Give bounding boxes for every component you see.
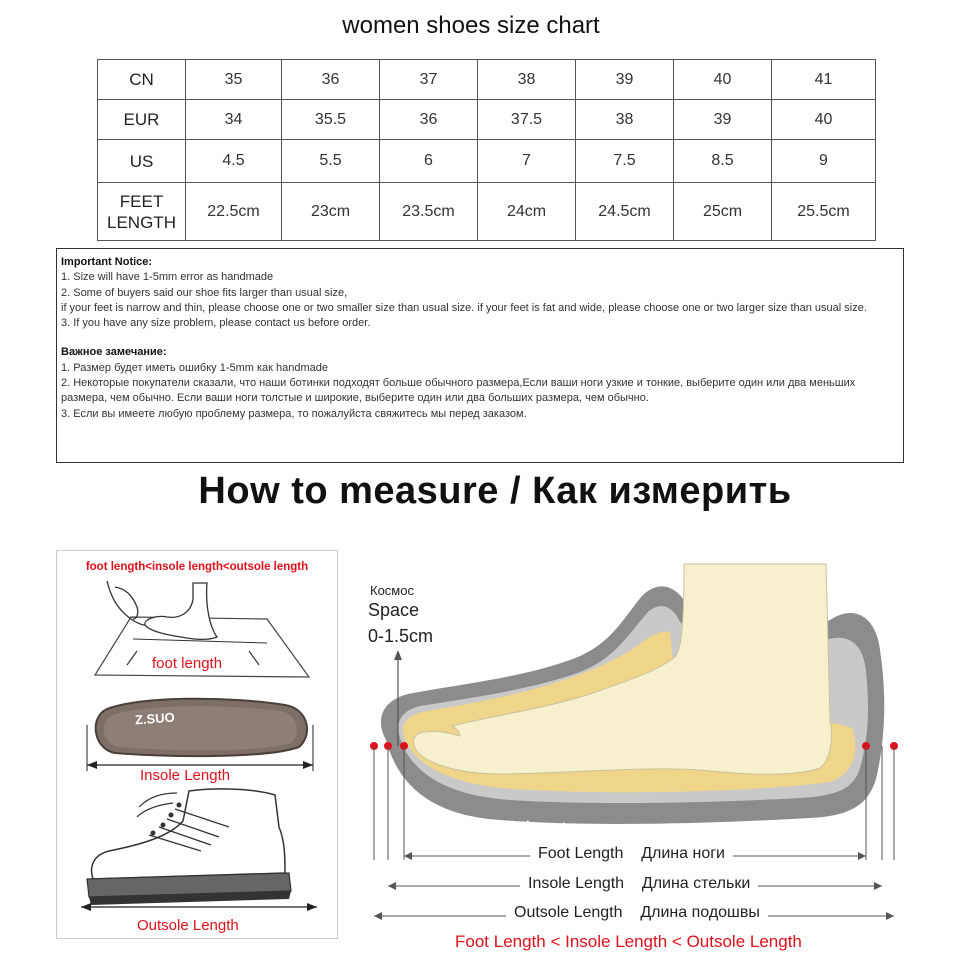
- table-row: [98, 140, 876, 183]
- notice-line: 3. If you have any size problem, please contact us before order.: [61, 317, 371, 330]
- table-cell: 24cm: [478, 183, 576, 241]
- table-cell: 36: [282, 60, 380, 100]
- table-cell: 8.5: [674, 140, 772, 183]
- notice-line: if your feet is narrow and thin, please choose one or two smaller size than usual size. if your feet is fat and wide, please choose one or two larger size than usual size.: [61, 301, 867, 314]
- notice-heading-ru: Важное замечание:: [61, 346, 167, 359]
- insole-length-pair: [520, 875, 758, 893]
- outsole-length-ru: Длина подошвы: [640, 904, 760, 921]
- boot-illustration: [79, 787, 319, 911]
- space-label-en: Space: [368, 600, 420, 620]
- notice-box: [56, 248, 904, 463]
- notice-line: 2. Некоторые покупатели сказали, что наши ботинки подходят больше обычного размера,Если ваши ноги узкие и тонкие, выберите один или два меньших размера, чем обычно. Если ваши ноги толстые и широкие, выберите один или два больших размера, чем обычно.: [61, 377, 856, 405]
- outsole-length-label: Outsole Length: [137, 917, 239, 934]
- table-cell: 35: [186, 60, 282, 100]
- outsole-length-pair: [506, 904, 768, 922]
- table-cell: 40: [772, 100, 876, 140]
- table-row: [98, 60, 876, 100]
- insole-length-label: Insole Length: [140, 767, 231, 784]
- table-cell: 36: [380, 100, 478, 140]
- notice-heading-en: Important Notice:: [61, 256, 153, 268]
- foot-length-en: Foot Length: [538, 845, 624, 862]
- table-cell: 41: [772, 60, 876, 100]
- table-cell: 39: [576, 60, 674, 100]
- row-label-eur: EUR: [98, 100, 186, 140]
- space-value: 0-1.5cm: [368, 626, 434, 646]
- row-label-us: US: [98, 140, 186, 183]
- notice-line: 2. Some of buyers said our shoe fits larger than usual size,: [61, 286, 348, 299]
- row-label-cn: CN: [98, 60, 186, 100]
- page-title: women shoes size chart: [342, 12, 600, 39]
- table-row: [98, 183, 876, 241]
- outsole-length-en: Outsole Length: [514, 904, 623, 921]
- table-cell: 38: [576, 100, 674, 140]
- order-caption: foot length<insole length<outsole length: [85, 561, 309, 573]
- table-cell: 6: [380, 140, 478, 183]
- insole-length-ru: Длина стельки: [641, 875, 751, 892]
- table-cell: 9: [772, 140, 876, 183]
- table-cell: 7: [478, 140, 576, 183]
- table-cell: 37.5: [478, 100, 576, 140]
- table-cell: 39: [674, 100, 772, 140]
- notice-line: 1. Размер будет иметь ошибку 1-5mm как handmade: [61, 361, 329, 374]
- row-label-line: FEET: [119, 191, 164, 211]
- insole-illustration: [85, 695, 315, 775]
- measure-heading: How to measure / Как измерить: [198, 470, 792, 512]
- measure-illustrations-panel: [56, 550, 338, 939]
- foot-length-ru: Длина ноги: [641, 845, 725, 862]
- table-cell: 24.5cm: [576, 183, 674, 241]
- table-cell: 25.5cm: [772, 183, 876, 241]
- table-cell: 22.5cm: [186, 183, 282, 241]
- size-table: [97, 59, 876, 241]
- notice-line: 1. Size will have 1-5mm error as handmade: [61, 271, 274, 284]
- row-label-feet-length: [98, 183, 186, 241]
- notice-line: 3. Если вы имеете любую проблему размера, то пожалуйста свяжитесь мы перед заказом.: [61, 407, 527, 420]
- space-label-ru: Космос: [370, 583, 414, 598]
- foot-length-pair: [530, 845, 733, 863]
- row-label-line: LENGTH: [107, 212, 176, 232]
- foot-length-label: foot length: [152, 655, 223, 672]
- table-cell: 23cm: [282, 183, 380, 241]
- table-cell: 37: [380, 60, 478, 100]
- table-cell: 5.5: [282, 140, 380, 183]
- shoe-cross-section-diagram: [360, 560, 920, 860]
- table-cell: 4.5: [186, 140, 282, 183]
- table-cell: 35.5: [282, 100, 380, 140]
- table-cell: 38: [478, 60, 576, 100]
- table-cell: 7.5: [576, 140, 674, 183]
- insole-length-en: Insole Length: [528, 875, 625, 892]
- insole-brand-logo: Z.SUO: [134, 709, 176, 728]
- notice-spacer: [61, 331, 899, 345]
- table-cell: 34: [186, 100, 282, 140]
- table-cell: 40: [674, 60, 772, 100]
- table-cell: 25cm: [674, 183, 772, 241]
- order-summary-caption: Foot Length < Insole Length < Outsole Length: [455, 932, 802, 951]
- table-cell: 23.5cm: [380, 183, 478, 241]
- table-row: [98, 100, 876, 140]
